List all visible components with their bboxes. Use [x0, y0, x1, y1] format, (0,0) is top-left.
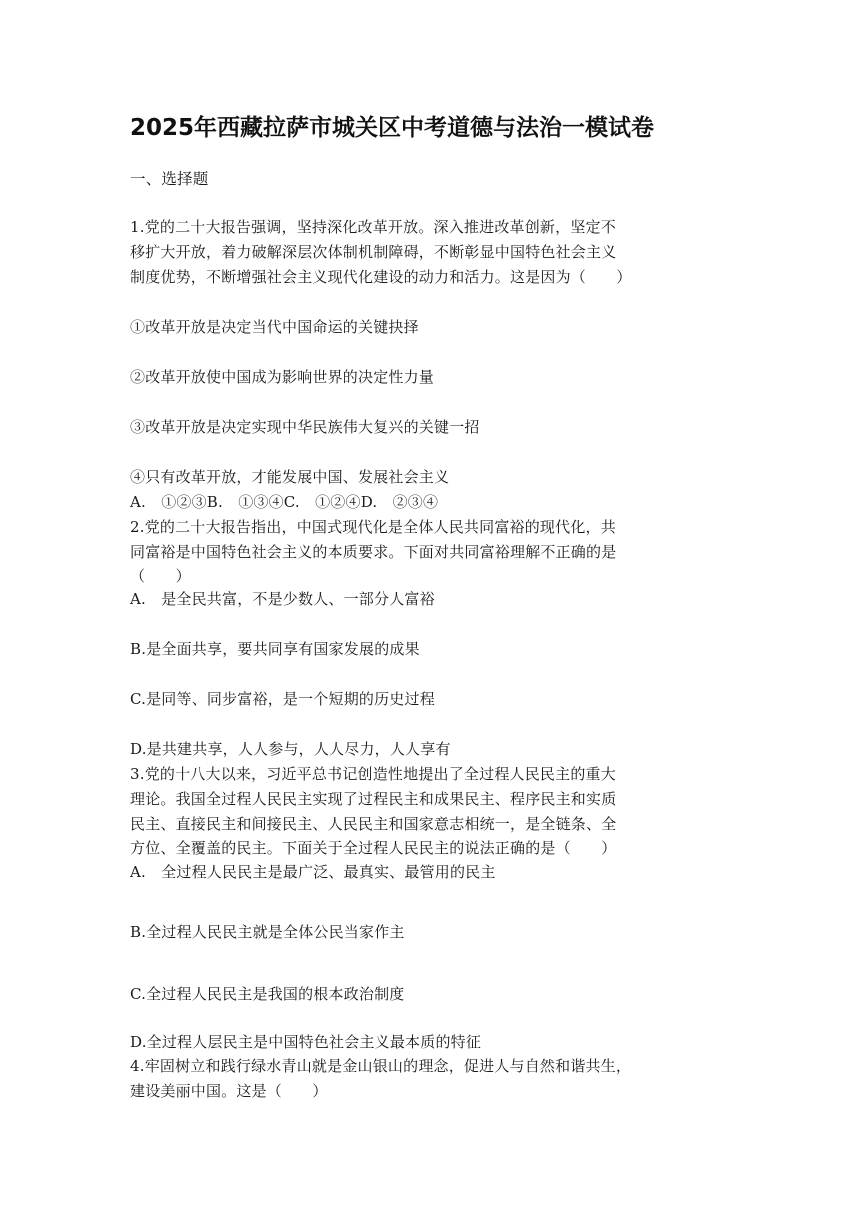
q1-statement-4: ④只有改革开放，才能发展中国、发展社会主义: [130, 468, 450, 486]
q2-option-d: D.是共建共享，人人参与，人人尽力，人人享有: [130, 740, 451, 758]
q3-option-a: A. 全过程人民民主是最广泛、最真实、最管用的民主: [130, 863, 496, 881]
q2-option-a: A. 是全民共富，不是少数人、一部分人富裕: [130, 590, 435, 608]
q1-statement-1: ①改革开放是决定当代中国命运的关键抉择: [130, 318, 419, 336]
q3-stem-line-2: 理论。我国全过程人民民主实现了过程民主和成果民主、程序民主和实质: [130, 790, 617, 808]
q1-statement-2: ②改革开放使中国成为影响世界的决定性力量: [130, 368, 435, 386]
q1-statement-3: ③改革开放是决定实现中华民族伟大复兴的关键一招: [130, 418, 480, 436]
q2-stem-line-1: 2.党的二十大报告指出，中国式现代化是全体人民共同富裕的现代化，共: [130, 518, 616, 536]
q1-stem-line-1: 1.党的二十大报告强调，坚持深化改革开放。深入推进改革创新，坚定不: [130, 218, 616, 236]
q2-option-b: B.是全面共享，要共同享有国家发展的成果: [130, 640, 420, 658]
q1-stem-line-3: 制度优势，不断增强社会主义现代化建设的动力和活力。这是因为（ ）: [130, 268, 632, 286]
q4-stem-line-1: 4.牢固树立和践行绿水青山就是金山银山的理念，促进人与自然和谐共生，: [130, 1057, 632, 1075]
q3-option-d: D.全过程人层民主是中国特色社会主义最本质的特征: [130, 1033, 482, 1051]
q2-option-c: C.是同等、同步富裕，是一个短期的历史过程: [130, 690, 435, 708]
q3-option-b: B.全过程人民民主就是全体公民当家作主: [130, 923, 405, 941]
q1-stem-line-2: 移扩大开放，着力破解深层次体制机制障碍，不断彰显中国特色社会主义: [130, 243, 617, 261]
q3-option-c: C.全过程人民民主是我国的根本政治制度: [130, 985, 405, 1003]
q1-options: A. ①②③B. ①③④C. ①②④D. ②③④: [130, 493, 439, 511]
exam-title: 2025年西藏拉萨市城关区中考道德与法治一模试卷: [130, 115, 655, 141]
q4-stem-line-2: 建设美丽中国。这是（ ）: [130, 1082, 328, 1100]
q2-stem-line-3: （ ）: [130, 567, 191, 585]
q2-stem-line-2: 同富裕是中国特色社会主义的本质要求。下面对共同富裕理解不正确的是: [130, 543, 617, 561]
q3-stem-line-3: 民主、直接民主和间接民主、人民民主和国家意志相统一，是全链条、全: [130, 815, 617, 833]
section-heading: 一、选择题: [130, 170, 209, 188]
q3-stem-line-1: 3.党的十八大以来，习近平总书记创造性地提出了全过程人民民主的重大: [130, 765, 616, 783]
q3-stem-line-4: 方位、全覆盖的民主。下面关于全过程人民民主的说法正确的是（ ）: [130, 839, 617, 857]
